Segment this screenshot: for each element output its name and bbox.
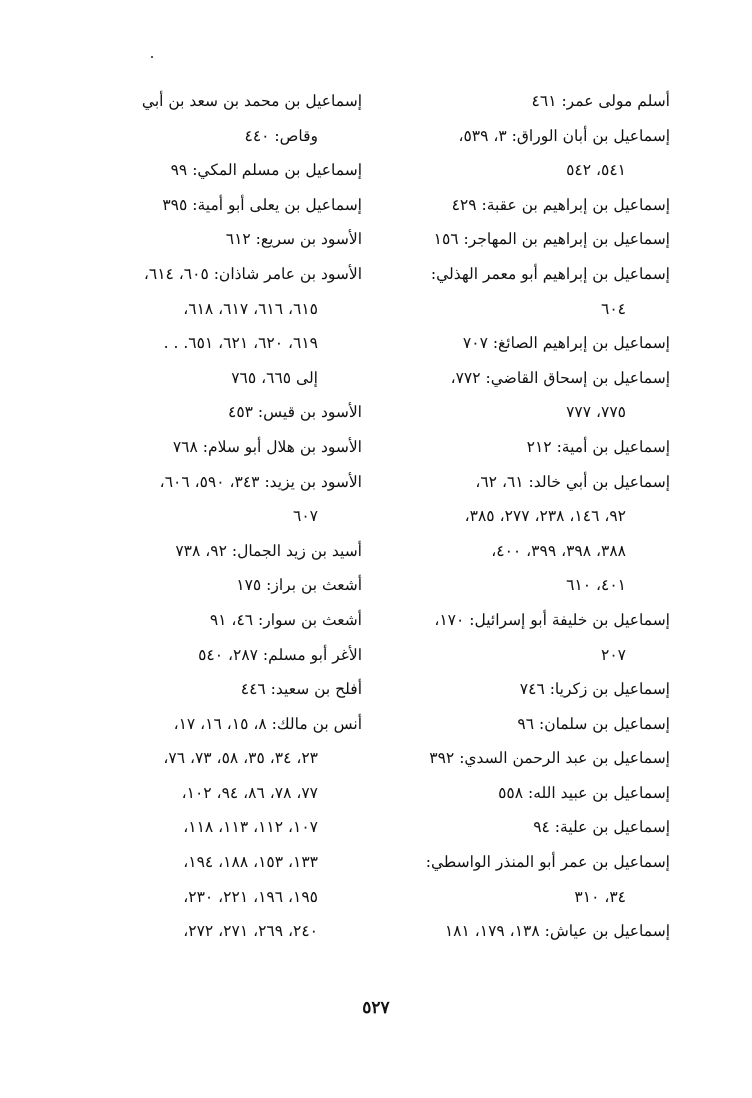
index-entry: إسماعيل بن أبي خالد: ٦١، ٦٢،	[475, 472, 670, 491]
index-entry: أسيد بن زيد الجمال: ٩٢، ٧٣٨	[175, 541, 362, 560]
index-column-right	[346, 84, 670, 949]
index-entry: الأسود بن يزيد: ٣٤٣، ٥٩٠، ٦٠٦،	[159, 472, 362, 491]
index-entry: أفلح بن سعيد: ٤٤٦	[240, 680, 362, 699]
index-entry-continuation: ٦١٥، ٦١٦، ٦١٧، ٦١٨،	[183, 299, 318, 318]
index-entry: أشعث بن براز: ١٧٥	[236, 576, 362, 595]
index-entry: إسماعيل بن إبراهيم بن عقبة: ٤٢٩	[451, 195, 670, 214]
index-entry: أنس بن مالك: ٨، ١٥، ١٦، ١٧،	[173, 714, 362, 733]
index-entry: إسماعيل بن علية: ٩٤	[533, 818, 670, 837]
index-entry-continuation: ٢٤٠، ٢٦٩، ٢٧١، ٢٧٢،	[183, 922, 318, 941]
index-entry-continuation: ٣٨٨، ٣٩٨، ٣٩٩، ٤٠٠،	[491, 541, 626, 560]
index-entry-continuation: وقاص: ٤٤٠	[244, 126, 318, 145]
page-number: ٥٢٧	[362, 998, 390, 1018]
index-entry: إسماعيل بن أمية: ٢١٢	[526, 437, 670, 456]
index-entry-continuation: ١٠٧، ١١٢، ١١٣، ١١٨،	[183, 818, 318, 837]
index-entry: إسماعيل بن عبيد الله: ٥٥٨	[498, 783, 670, 802]
index-entry-continuation: ٦٠٧	[293, 507, 318, 526]
index-entry: الأسود بن قيس: ٤٥٣	[228, 403, 362, 422]
index-entry-continuation: ٦١٩، ٦٢٠، ٦٢١، ٦٥١. . .	[163, 334, 318, 353]
index-column-left	[62, 84, 362, 949]
index-entry: إسماعيل بن إبراهيم الصائغ: ٧٠٧	[462, 334, 670, 353]
index-entry: إسماعيل بن زكريا: ٧٤٦	[519, 680, 670, 699]
index-entry-continuation: ٣٤، ٣١٠	[574, 887, 626, 906]
index-entry: الأسود بن هلال أبو سلام: ٧٦٨	[172, 437, 362, 456]
index-entry-continuation: ٢٣، ٣٤، ٣٥، ٥٨، ٧٣، ٧٦،	[163, 749, 318, 768]
index-entry-continuation: ٩٢، ١٤٦، ٢٣٨، ٢٧٧، ٣٨٥،	[464, 507, 626, 526]
index-entry: إسماعيل بن خليفة أبو إسرائيل: ١٧٠،	[434, 610, 670, 629]
index-entry-continuation: ١٣٣، ١٥٣، ١٨٨، ١٩٤،	[183, 853, 318, 872]
index-entry: الأسود بن عامر شاذان: ٦٠٥، ٦١٤،	[143, 264, 362, 283]
index-entry: إسماعيل بن يعلى أبو أمية: ٣٩٥	[162, 195, 362, 214]
index-entry-continuation: إلى ٦٦٥، ٧٦٥	[231, 368, 318, 387]
index-entry: إسماعيل بن إبراهيم بن المهاجر: ١٥٦	[433, 230, 670, 249]
index-entry: الأغر أبو مسلم: ٢٨٧، ٥٤٠	[198, 645, 362, 664]
index-entry: إسماعيل بن إسحاق القاضي: ٧٧٢،	[450, 368, 670, 387]
index-entry: إسماعيل بن أبان الوراق: ٣، ٥٣٩،	[458, 126, 670, 145]
index-entry-continuation: ٢٠٧	[601, 645, 626, 664]
index-entry-continuation: ٧٧، ٧٨، ٨٦، ٩٤، ١٠٢،	[181, 783, 318, 802]
index-entry: إسماعيل بن عمر أبو المنذر الواسطي:	[425, 853, 670, 872]
index-entry: أسلم مولى عمر: ٤٦١	[531, 92, 670, 110]
index-entry-continuation: ٥٤١، ٥٤٢	[566, 161, 626, 180]
index-entry: إسماعيل بن عبد الرحمن السدي: ٣٩٢	[429, 749, 670, 768]
index-entry: إسماعيل بن إبراهيم أبو معمر الهذلي:	[430, 264, 670, 283]
index-entry-continuation: ٧٧٥، ٧٧٧	[566, 403, 626, 422]
index-entry: إسماعيل بن سلمان: ٩٦	[517, 714, 670, 733]
index-entry-continuation: ١٩٥، ١٩٦، ٢٢١، ٢٣٠،	[183, 887, 318, 906]
scan-speck	[151, 56, 153, 58]
index-entry: إسماعيل بن مسلم المكي: ٩٩	[170, 161, 362, 180]
index-entry: إسماعيل بن عياش: ١٣٨، ١٧٩، ١٨١	[444, 922, 670, 941]
index-entry-continuation: ٦٠٤	[601, 299, 626, 318]
index-entry: الأسود بن سريع: ٦١٢	[225, 230, 362, 249]
index-entry-continuation: ٤٠١، ٦١٠	[566, 576, 626, 595]
index-entry: إسماعيل بن محمد بن سعد بن أبي	[141, 92, 362, 110]
index-entry: أشعث بن سوار: ٤٦، ٩١	[209, 610, 362, 629]
